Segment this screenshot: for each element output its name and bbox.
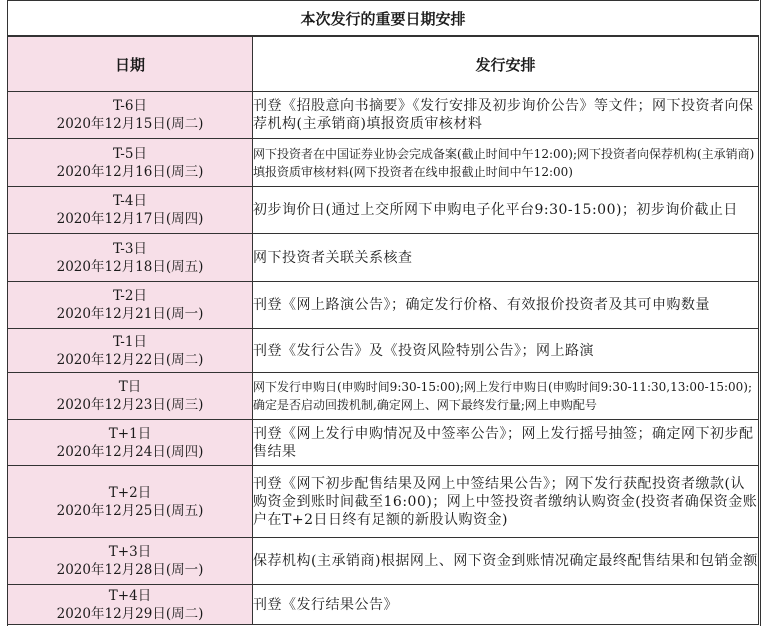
calendar-date: 2020年12月28日(周一) — [56, 562, 204, 578]
date-cell — [8, 373, 253, 420]
table-row — [8, 420, 759, 466]
date-cell — [8, 187, 253, 234]
date-cell — [8, 282, 253, 329]
day-offset: T+4日 — [108, 587, 152, 604]
plan-cell: 初步询价日(通过上交所网下申购电子化平台9:30-15:00)；初步询价截止日 — [253, 187, 759, 234]
day-offset: T-1日 — [113, 333, 147, 350]
calendar-date: 2020年12月21日(周一) — [56, 306, 204, 322]
table-row — [8, 538, 759, 585]
date-cell — [8, 585, 253, 625]
date-cell — [8, 466, 253, 538]
calendar-date: 2020年12月24日(周四) — [56, 443, 204, 460]
plan-cell: 保荐机构(主承销商)根据网上、网下资金到账情况确定最终配售结果和包销金额 — [253, 538, 759, 585]
table-row — [8, 282, 759, 329]
date-cell — [8, 329, 253, 373]
plan-cell: 刊登《网上路演公告》；确定发行价格、有效报价投资者及其可申购数量 — [253, 282, 759, 329]
column-header-plan: 发行安排 — [253, 37, 759, 92]
day-offset: T-3日 — [113, 240, 147, 257]
calendar-date: 2020年12月22日(周二) — [56, 351, 204, 368]
table-row — [8, 329, 759, 373]
calendar-date: 2020年12月17日(周四) — [56, 211, 204, 227]
calendar-date: 2020年12月16日(周三) — [56, 163, 204, 180]
date-cell — [8, 139, 253, 187]
calendar-date: 2020年12月23日(周三) — [56, 397, 204, 413]
date-cell — [8, 420, 253, 466]
calendar-date: 2020年12月15日(周二) — [56, 116, 204, 132]
date-cell — [8, 234, 253, 282]
calendar-date: 2020年12月29日(周二) — [56, 605, 204, 622]
day-offset: T+1日 — [108, 425, 152, 442]
plan-cell: 网下投资者在中国证券业协会完成备案(截止时间中午12:00);网下投资者向保荐机构(主承销商)填报资质审核材料(网下投资者在线申报截止时间中午12:00) — [253, 139, 759, 187]
table-row — [8, 92, 759, 139]
table-title: 本次发行的重要日期安排 — [7, 0, 759, 36]
plan-cell: 刊登《发行公告》及《投资风险特别公告》；网上路演 — [253, 329, 759, 373]
plan-cell: 刊登《网上发行申购情况及中签率公告》；网上发行摇号抽签；确定网下初步配售结果 — [253, 420, 759, 466]
calendar-date: 2020年12月25日(周五) — [56, 502, 204, 519]
day-offset: T-6日 — [113, 98, 147, 114]
plan-cell: 网下投资者关联关系核查 — [253, 234, 759, 282]
table-row — [8, 139, 759, 187]
table-row — [8, 466, 759, 538]
table-row — [8, 187, 759, 234]
table-row — [8, 585, 759, 625]
day-offset: T-4日 — [113, 193, 147, 209]
table-row — [8, 234, 759, 282]
day-offset: T日 — [118, 379, 142, 395]
column-header-date: 日期 — [8, 37, 253, 92]
day-offset: T+2日 — [108, 484, 152, 501]
plan-cell: 刊登《发行结果公告》 — [253, 585, 759, 625]
header-row — [8, 37, 759, 92]
schedule-table — [7, 36, 759, 625]
date-cell — [8, 92, 253, 139]
plan-cell: 刊登《招股意向书摘要》《发行安排及初步询价公告》等文件；网下投资者向保荐机构(主承销商)填报资质审核材料 — [253, 92, 759, 139]
plan-cell: 网下发行申购日(申购时间9:30-15:00);网上发行申购日(申购时间9:30-11:30,13:00-15:00);确定是否启动回拨机制,确定网上、网下最终发行量;网上申购配号 — [253, 373, 759, 420]
edge-mark — [0, 150, 6, 160]
calendar-date: 2020年12月18日(周五) — [56, 258, 204, 275]
day-offset: T+3日 — [108, 544, 152, 560]
date-cell — [8, 538, 253, 585]
table-row — [8, 373, 759, 420]
day-offset: T-5日 — [113, 145, 147, 162]
plan-cell: 刊登《网下初步配售结果及网上中签结果公告》；网下发行获配投资者缴款(认购资金到账时间截至16:00)；网上中签投资者缴纳认购资金(投资者确保资金账户在T+2日日终有足额的新股认购资金) — [253, 466, 759, 538]
day-offset: T-2日 — [113, 288, 147, 304]
